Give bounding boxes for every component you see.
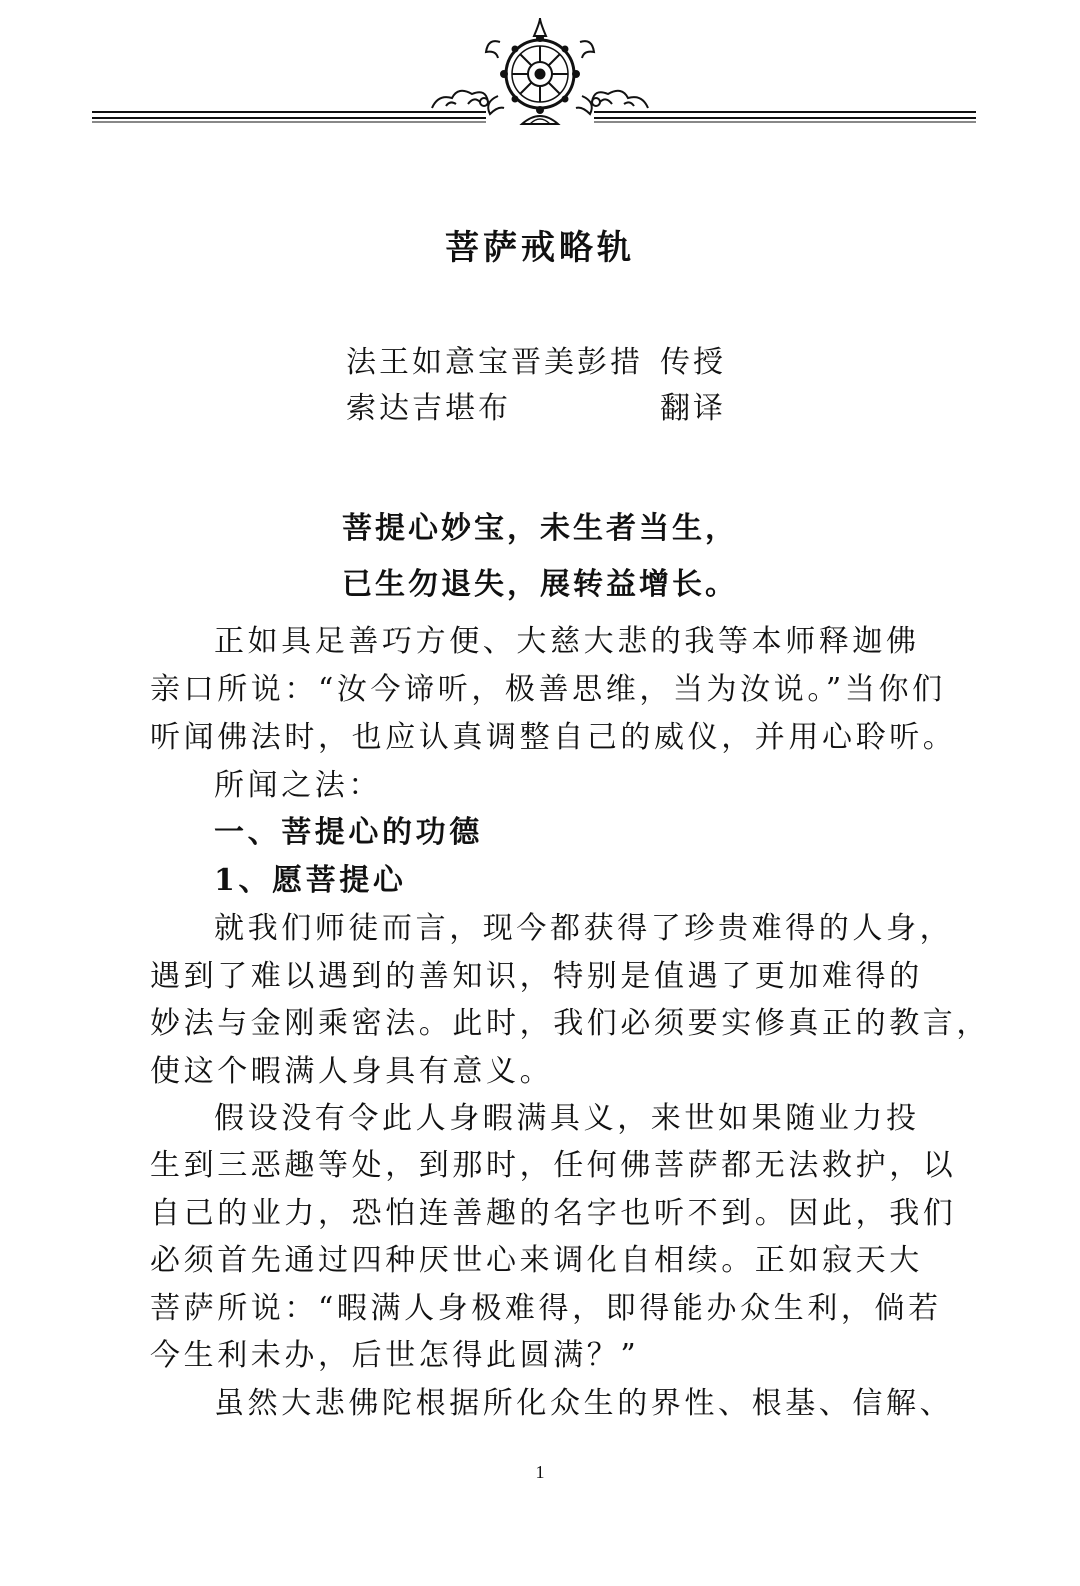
verse-line: 已生勿退失，展转益增长。	[342, 567, 738, 602]
body-line: 今生利未办，后世怎得此圆满？”	[150, 1338, 640, 1373]
page-number: 1	[535, 1462, 545, 1482]
body-line: 遇到了难以遇到的善知识，特别是值遇了更加难得的	[150, 959, 923, 994]
body-line: 听闻佛法时，也应认真调整自己的威仪，并用心聆听。	[150, 720, 957, 755]
credit-line	[346, 337, 726, 381]
dharma-wheel-icon	[0, 0, 1080, 140]
body-line: 虽然大悲佛陀根据所化众生的界性、根基、信解、	[214, 1386, 954, 1421]
body-line: 生到三恶趣等处，到那时，任何佛菩萨都无法救护，以	[150, 1148, 957, 1183]
body-line: 亲口所说：“汝今谛听，极善思维，当为汝说。”当你们	[150, 672, 946, 707]
document-title: 菩萨戒略轨	[445, 228, 635, 268]
body-line: 就我们师徒而言，现今都获得了珍贵难得的人身，	[214, 911, 954, 946]
body-line: 菩萨所说：“暇满人身极难得，即得能办众生利，倘若	[150, 1291, 942, 1326]
body-line: 假设没有令此人身暇满具义，来世如果随业力投	[214, 1101, 920, 1136]
section-heading: 一、菩提心的功德	[214, 815, 483, 850]
credit-name: 法王如意宝晋美彭措	[346, 345, 643, 380]
body-line: 必须首先通过四种厌世心来调化自相续。正如寂天大	[150, 1243, 923, 1278]
credit-name: 索达吉堪布	[346, 391, 511, 426]
body-line: 妙法与金刚乘密法。此时，我们必须要实修真正的教言，	[150, 1006, 990, 1041]
credit-line	[346, 383, 726, 427]
body-line: 自己的业力，恐怕连善趣的名字也听不到。因此，我们	[150, 1196, 957, 1231]
body-line: 正如具足善巧方便、大慈大悲的我等本师释迦佛	[214, 624, 920, 659]
header-ornament	[0, 0, 1080, 140]
body-line: 使这个暇满人身具有意义。	[150, 1054, 554, 1089]
credit-role: 传授	[660, 345, 726, 380]
verse-line: 菩提心妙宝，未生者当生，	[342, 511, 738, 546]
credit-role: 翻译	[660, 391, 726, 426]
body-line: 所闻之法：	[214, 768, 382, 803]
subsection-heading: 1、愿菩提心	[214, 863, 407, 898]
